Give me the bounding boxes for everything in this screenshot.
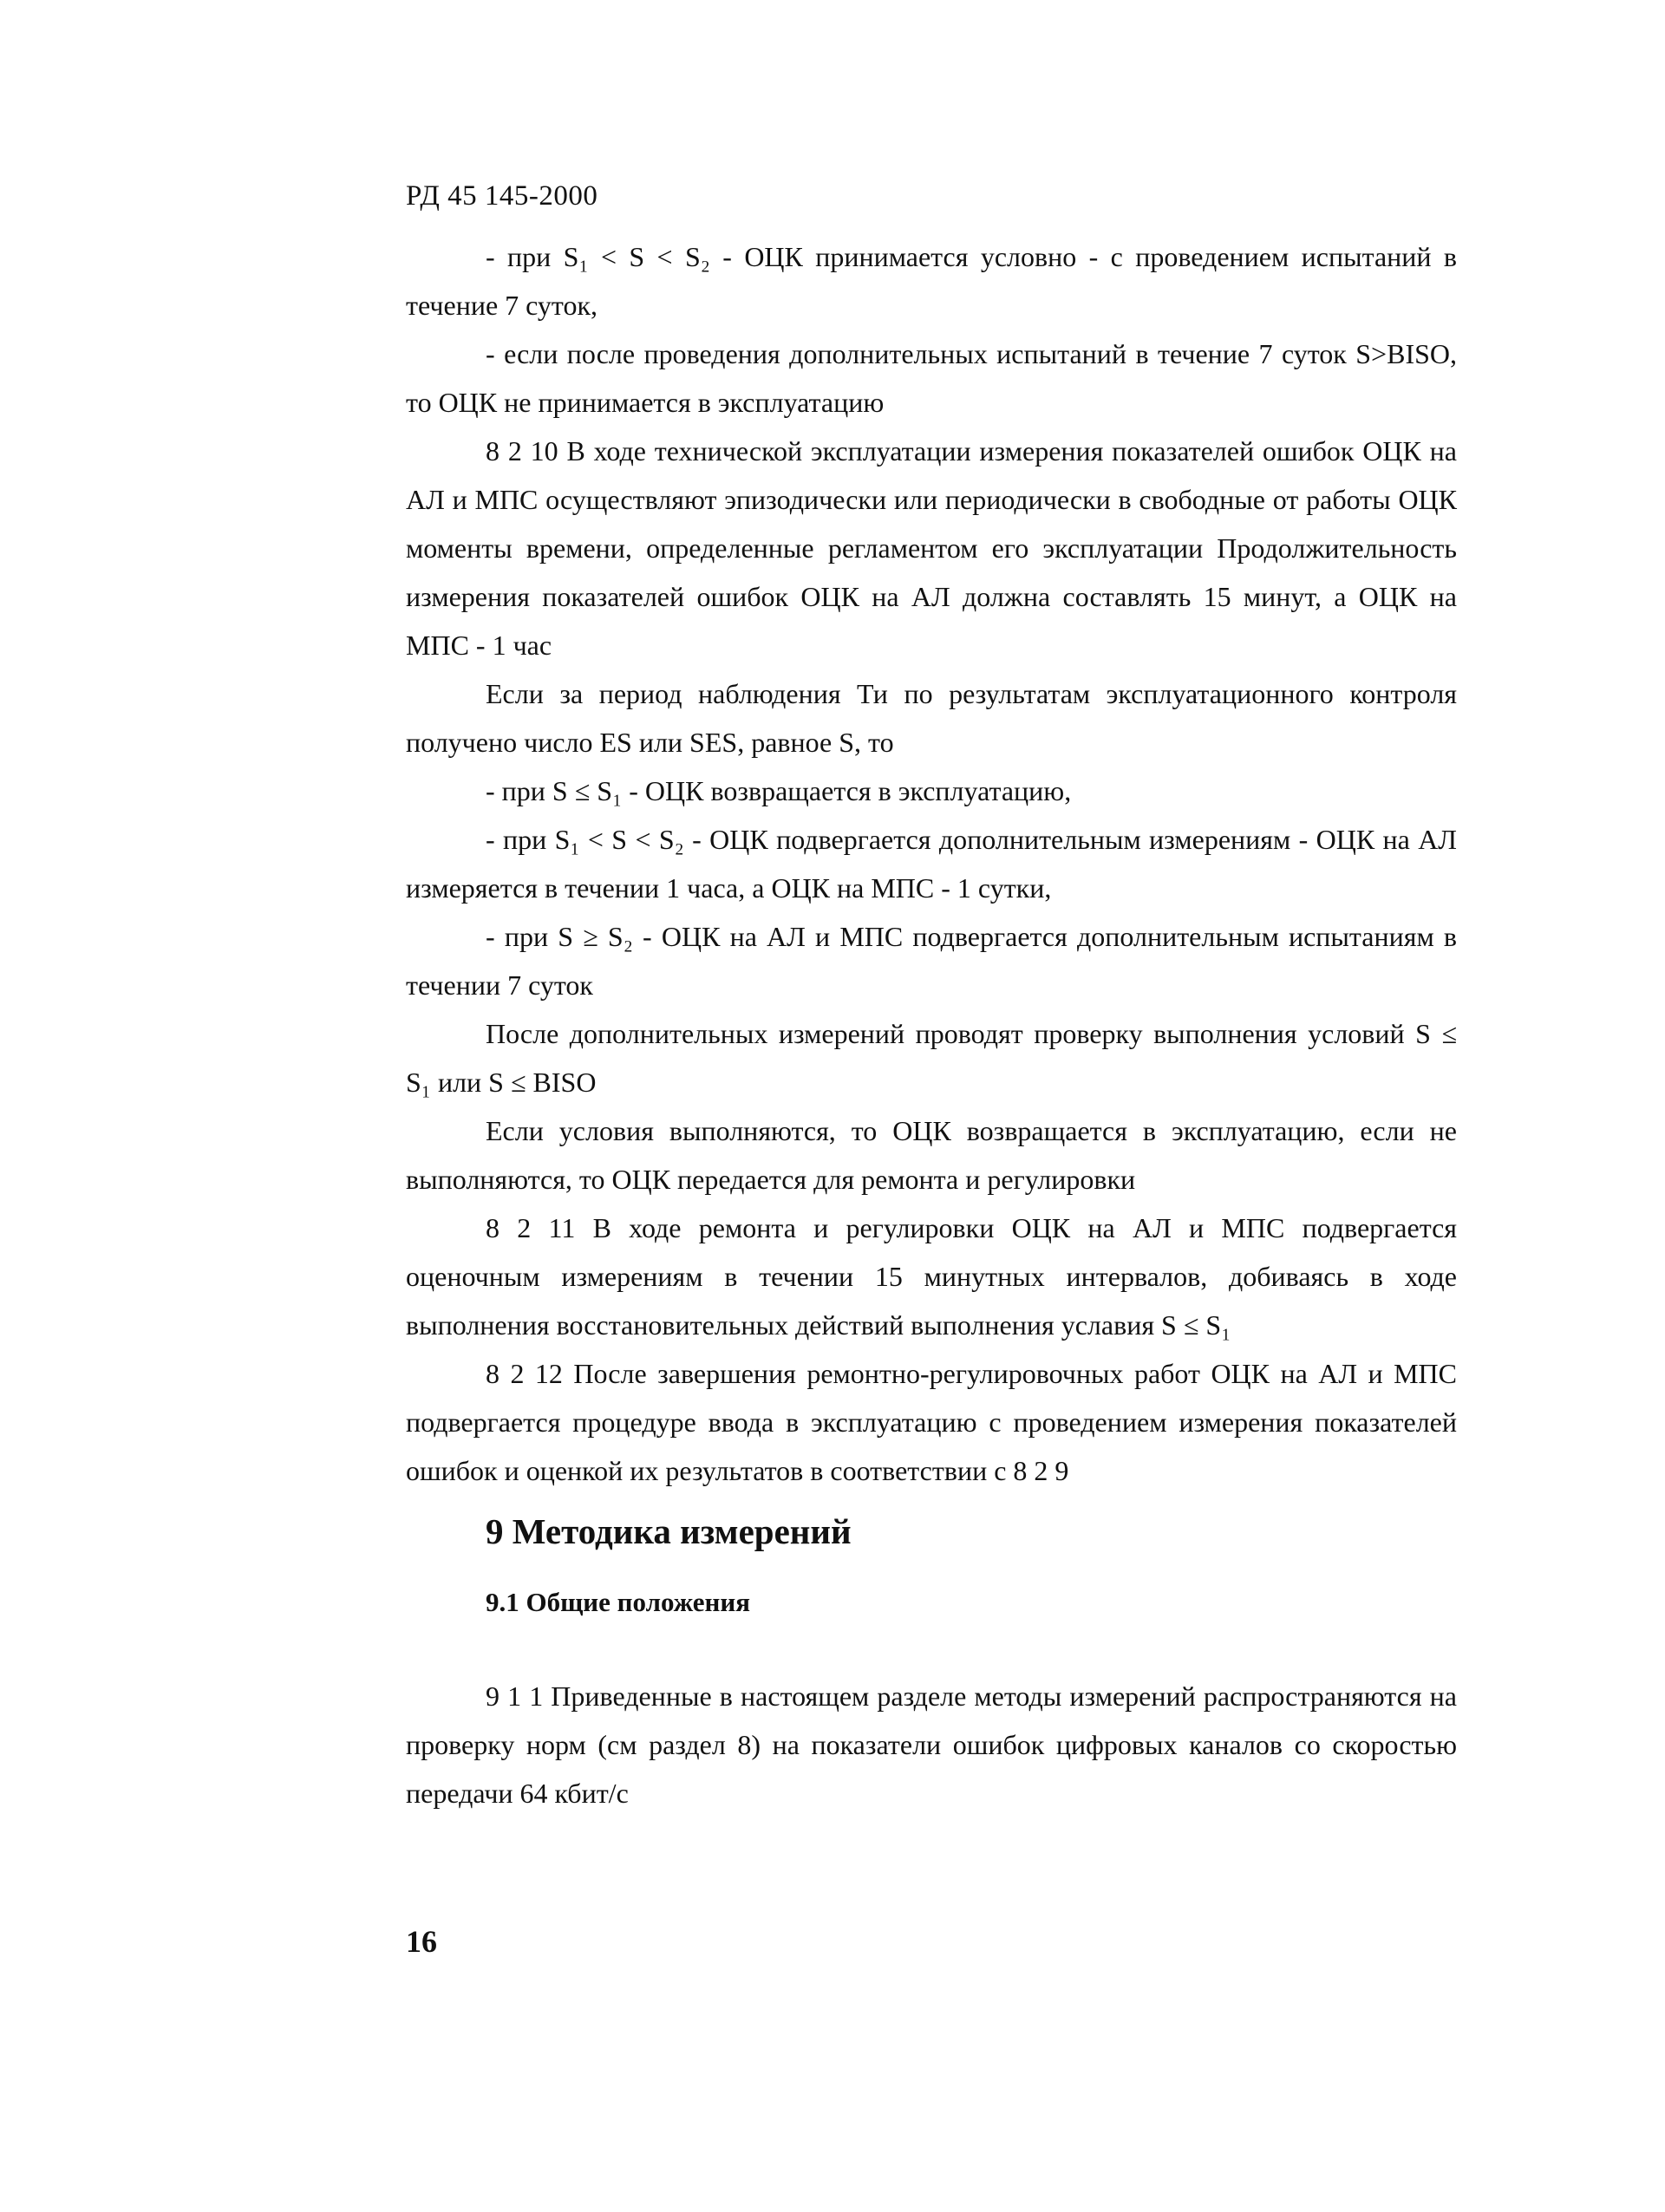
section-body-block [406,1672,1457,1817]
document-code-header: РД 45 145-2000 [406,180,598,212]
body-text-block [406,232,1457,1495]
paragraph-8-2-12: 8 2 12 После завершения ремонтно-регулировочных работ ОЦК на АЛ и МПС подвергается процедуре ввода в эксплуатацию с проведением измерения показателей ошибок и оценкой их результатов в соответствии с 8 2 9 [406,1358,1457,1486]
paragraph-8-2-10: 8 2 10 В ходе технической эксплуатации измерения показателей ошибок ОЦК на АЛ и МПС осуществляют эпизодически или периодически в свободные от работы ОЦК моменты времени, определенные регламентом его эксплуатации Продолжительность измерения показателей ошибок ОЦК на АЛ должна составлять 15 минут, а ОЦК на МПС - 1 час [406,435,1457,661]
paragraph-8-2-11: 8 2 11 В ходе ремонта и регулировки ОЦК на АЛ и МПС подвергается оценочным измерениям в течении 15 минутных интервалов, добиваясь в ходе выполнения восстановительных действий выполнения уславия S ≤ S₁ [406,1212,1457,1341]
subsection-title: 9.1 Общие положения [486,1587,751,1617]
paragraph-not-accepted: - если после проведения дополнительных испытаний в течение 7 суток S>BISO, то ОЦК не принимается в эксплуатацию [406,338,1457,418]
section-title: 9 Методика измерений [486,1511,852,1551]
paragraph-conditional-acceptance: - при S₁ < S < S₂ - ОЦК принимается условно - с проведением испытаний в течение 7 суток, [406,241,1457,321]
page-number: 16 [406,1924,437,1959]
paragraph-additional-tests: - при S ≥ S₂ - ОЦК на АЛ и МПС подвергается дополнительным испытаниям в течении 7 суток [406,921,1457,1001]
paragraph-repair-transfer: Если условия выполняются, то ОЦК возвращается в эксплуатацию, если не выполняются, то ОЦК передается для ремонта и регулировки [406,1115,1457,1195]
paragraph-observation-period: Если за период наблюдения Ти по результатам эксплуатационного контроля получено число ES или SES, равное S, то [406,678,1457,758]
paragraph-return-to-operation: - при S ≤ S₁ - ОЦК возвращается в эксплуатацию, [486,775,1072,806]
paragraph-9-1-1: 9 1 1 Приведенные в настоящем разделе методы измерений распространяются на проверку норм (см раздел 8) на показатели ошибок цифровых каналов со скоростью передачи 64 кбит/с [406,1680,1457,1809]
paragraph-additional-measurements: - при S₁ < S < S₂ - ОЦК подвергается дополнительным измерениям - ОЦК на АЛ измеряется в течении 1 часа, а ОЦК на МПС - 1 сутки, [406,824,1457,904]
paragraph-condition-check: После дополнительных измерений проводят проверку выполнения условий S ≤ S₁ или S ≤ BISO [406,1018,1457,1098]
